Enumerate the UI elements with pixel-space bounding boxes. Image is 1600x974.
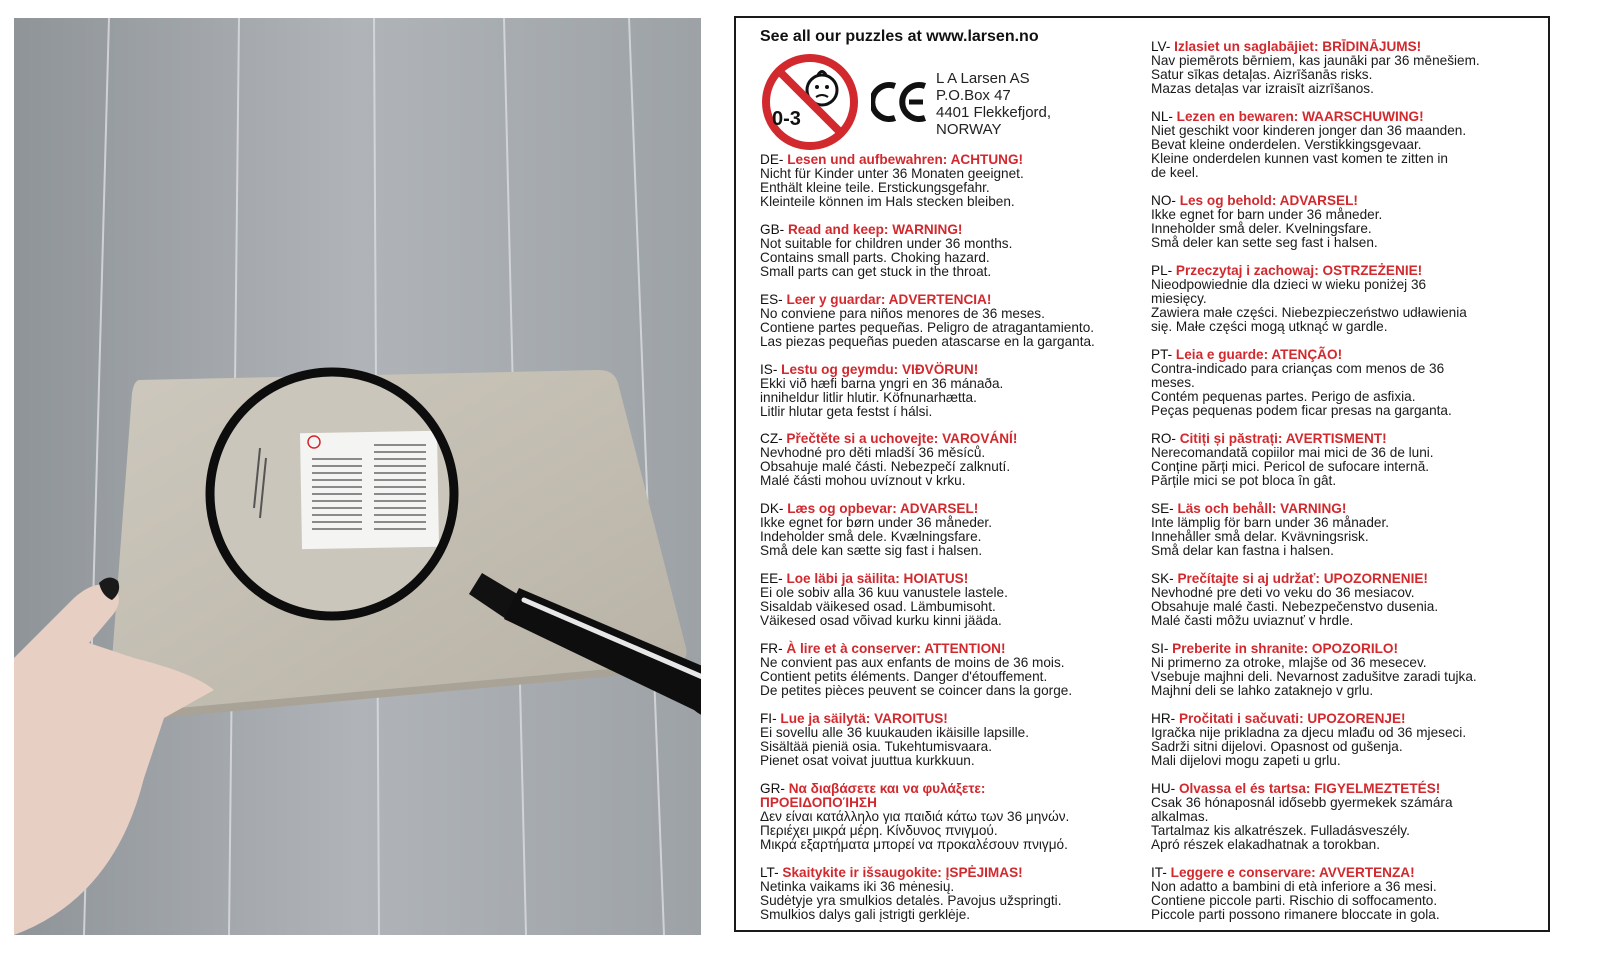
website-header: See all our puzzles at www.larsen.no: [760, 28, 1039, 45]
warning-heading: [760, 153, 1155, 167]
warning-block-it: [1151, 866, 1543, 922]
language-code: ES-: [760, 292, 783, 307]
language-code: GB-: [760, 222, 785, 237]
warning-line: Nav piemērots bērniem, kas jaunāki par 36 mēnešiem.: [1151, 53, 1480, 68]
ce-mark-icon: [871, 80, 931, 124]
warning-block-nl: [1151, 110, 1543, 180]
warning-line: Small parts can get stuck in the throat.: [760, 264, 992, 279]
warning-line: Ne convient pas aux enfants de moins de 36 mois.: [760, 655, 1065, 670]
warning-line: Ni primerno za otroke, mlajše od 36 mesecev.: [1151, 655, 1427, 670]
warning-line: Zawiera małe części. Niebezpieczeństwo udławienia: [1151, 305, 1467, 320]
warning-line: Små delar kan fastna i halsen.: [1151, 543, 1334, 558]
language-code: SI-: [1151, 641, 1169, 656]
warning-block-gr: [760, 782, 1155, 852]
warning-heading: [760, 782, 1155, 796]
warning-block-hr: [1151, 712, 1543, 768]
warning-block-de: [760, 153, 1155, 209]
warning-title: Olvassa el és tartsa: FIGYELMEZTETÉS!: [1175, 781, 1441, 796]
language-code: NL-: [1151, 109, 1173, 124]
language-code: IT-: [1151, 865, 1167, 880]
warning-title: Lezen en bewaren: WAARSCHUWING!: [1172, 109, 1424, 124]
manufacturer-address: [936, 70, 1051, 138]
warning-heading: [1151, 264, 1543, 278]
warning-heading: [1151, 40, 1543, 54]
address-line: P.O.Box 47: [936, 87, 1011, 104]
warning-line: Piccole parti possono rimanere bloccate in gola.: [1151, 907, 1440, 922]
warning-line: Las piezas pequeñas pueden atascarse en la garganta.: [760, 334, 1095, 349]
warning-line: Kleinteile können im Hals stecken bleiben.: [760, 194, 1015, 209]
warning-title: Loe läbi ja säilita: HOIATUS!: [782, 571, 969, 586]
warning-line: Obsahuje malé části. Nebezpečí zalknutí.: [760, 459, 1011, 474]
warning-title: Citiți și păstrați: AVERTISMENT!: [1175, 431, 1387, 446]
warning-line: Vsebuje majhni deli. Nevarnost zadušitve zaradi tujka.: [1151, 669, 1477, 684]
warning-line: Indeholder små dele. Kvælningsfare.: [760, 529, 982, 544]
warning-line: Inneholder små deler. Kvelningsfare.: [1151, 221, 1372, 236]
warning-line: Mali dijelovi mogu zapeti u grlu.: [1151, 753, 1341, 768]
warning-heading: [1151, 782, 1543, 796]
warning-line: miesięcy.: [1151, 291, 1207, 306]
language-code: SK-: [1151, 571, 1174, 586]
language-code: LT-: [760, 865, 779, 880]
warning-line: Peças pequenas podem ficar presas na garganta.: [1151, 403, 1452, 418]
warning-line: Contiene partes pequeñas. Peligro de atragantamiento.: [760, 320, 1095, 335]
warning-line: Ikke egnet for barn under 36 måneder.: [1151, 207, 1383, 222]
warning-title: Read and keep: WARNING!: [784, 222, 963, 237]
product-photo: [14, 18, 701, 935]
warning-title: À lire et à conserver: ATTENTION!: [782, 641, 1006, 656]
warning-heading: [1151, 866, 1543, 880]
warning-line: meses.: [1151, 375, 1195, 390]
language-code: EE-: [760, 571, 783, 586]
warning-block-ro: [1151, 432, 1543, 488]
warning-line: Ekki við hæfi barna yngri en 36 mánaða.: [760, 376, 1004, 391]
warning-title: Leggere e conservare: AVVERTENZA!: [1166, 865, 1415, 880]
age-label: 0-3: [772, 108, 801, 130]
warning-title: Izlasiet un saglabājiet: BRĪDINĀJUMS!: [1170, 39, 1422, 54]
warning-line: Pienet osat voivat juuttua kurkkuun.: [760, 753, 975, 768]
warning-title: Preberite in shranite: OPOZORILO!: [1168, 641, 1398, 656]
warning-line: Väikesed osad võivad kurku kinni jääda.: [760, 613, 1002, 628]
warning-line: No conviene para niños menores de 36 meses.: [760, 306, 1045, 321]
warning-block-lt: [760, 866, 1155, 922]
warning-heading: [760, 572, 1155, 586]
warning-block-dk: [760, 502, 1155, 558]
warning-heading: [1151, 194, 1543, 208]
warning-heading: [1151, 348, 1543, 362]
warning-line: Tartalmaz kis alkatrészek. Fulladásveszély.: [1151, 823, 1410, 838]
language-code: IS-: [760, 362, 778, 377]
warning-block-lv: [1151, 40, 1543, 96]
language-code: FR-: [760, 641, 783, 656]
warning-line: się. Małe części mogą utknąć w gardle.: [1151, 319, 1388, 334]
warning-line: Igračka nije prikladna za djecu mlađu od 36 mjeseci.: [1151, 725, 1467, 740]
warning-title: Skaitykite ir išsaugokite: ĮSPĖJIMAS!: [778, 865, 1023, 880]
language-code: LV-: [1151, 39, 1171, 54]
warning-line: Malé části mohou uvíznout v krku.: [760, 473, 966, 488]
warning-line: Conține părți mici. Pericol de sufocare internă.: [1151, 459, 1430, 474]
warning-line: Ei ole sobiv alla 36 kuu vanustele lastele.: [760, 585, 1008, 600]
warning-line: Părțile mici se pot bloca în gât.: [1151, 473, 1337, 488]
warning-line: Nicht für Kinder unter 36 Monaten geeignet.: [760, 166, 1024, 181]
warning-line: Små deler kan sette seg fast i halsen.: [1151, 235, 1378, 250]
warning-line: Kleine onderdelen kunnen vast komen te zitten in: [1151, 151, 1448, 166]
language-code: HR-: [1151, 711, 1176, 726]
warning-line: alkalmas.: [1151, 809, 1209, 824]
warning-block-pl: [1151, 264, 1543, 334]
warning-title: Να διαβάσετε και να φυλάξετε:: [784, 781, 986, 796]
warning-line: Enthält kleine teile. Erstickungsgefahr.: [760, 180, 990, 195]
warning-block-hu: [1151, 782, 1543, 852]
warning-line: Inte lämplig för barn under 36 månader.: [1151, 515, 1390, 530]
warning-line: Nieodpowiednie dla dzieci w wieku poniżej 36: [1151, 277, 1427, 292]
address-line: L A Larsen AS: [936, 70, 1030, 87]
warning-line: Δεν είναι κατάλληλο για παιδιά κάτω των 36 μηνών.: [760, 809, 1070, 824]
warning-block-is: [760, 363, 1155, 419]
warning-block-fr: [760, 642, 1155, 698]
warning-block-no: [1151, 194, 1543, 250]
warning-block-gb: [760, 223, 1155, 279]
warning-line: Sadrži sitni dijelovi. Opasnost od gušenja.: [1151, 739, 1403, 754]
warning-heading: [760, 712, 1155, 726]
warning-line: Sudėtyje yra smulkios detalės. Pavojus užspringti.: [760, 893, 1062, 908]
warning-line: Smulkios dalys gali įstrigti gerklėje.: [760, 907, 971, 922]
not-suitable-under-3-icon: [760, 52, 860, 152]
warning-title: Les og behold: ADVARSEL!: [1175, 193, 1358, 208]
warning-line: Niet geschikt voor kinderen jonger dan 36 maanden.: [1151, 123, 1467, 138]
warning-line: Innehåller små delar. Kvävningsrisk.: [1151, 529, 1369, 544]
warning-line: Ei sovellu alle 36 kuukauden ikäisille lapsille.: [760, 725, 1030, 740]
warning-heading: [760, 866, 1155, 880]
warning-block-se: [1151, 502, 1543, 558]
warning-line: Non adatto a bambini di età inferiore a 36 mesi.: [1151, 879, 1437, 894]
address-line: NORWAY: [936, 121, 1002, 138]
warning-title: Přečtěte si a uchovejte: VAROVÁNÍ!: [782, 431, 1018, 446]
warning-line: Περιέχει μικρά μέρη. Κίνδυνος πνιγμού.: [760, 823, 998, 838]
warning-title: Przeczytaj i zachowaj: OSTRZEŻENIE!: [1172, 263, 1423, 278]
warning-line: Litlir hlutar geta festst í hálsi.: [760, 404, 933, 419]
language-code: DE-: [760, 152, 784, 167]
warning-block-es: [760, 293, 1155, 349]
warning-block-ee: [760, 572, 1155, 628]
warning-title: Pročitati i sačuvati: UPOZORENJE!: [1175, 711, 1406, 726]
warning-title: Leia e guarde: ATENÇÃO!: [1172, 347, 1343, 362]
safety-label-panel: [734, 16, 1550, 932]
warning-heading: [760, 432, 1155, 446]
warning-heading: [760, 642, 1155, 656]
warning-line: Μικρά εξαρτήματα μπορεί να προκαλέσουν πνιγμό.: [760, 837, 1068, 852]
warning-line: Bevat kleine onderdelen. Verstikkingsgevaar.: [1151, 137, 1422, 152]
warning-line: Obsahuje malé časti. Nebezpečenstvo dusenia.: [1151, 599, 1439, 614]
warning-line: Små dele kan sætte sig fast i halsen.: [760, 543, 983, 558]
warning-line: Not suitable for children under 36 months.: [760, 236, 1013, 251]
warning-heading: [1151, 712, 1543, 726]
warning-line: De petites pièces peuvent se coincer dans la gorge.: [760, 683, 1073, 698]
warning-title-continued: ΠΡΟΕΙΔΟΠΟΊΗΣΗ: [760, 795, 877, 810]
warning-line: Sisältää pieniä osia. Tukehtumisvaara.: [760, 739, 992, 754]
warning-title: Læs og opbevar: ADVARSEL!: [783, 501, 979, 516]
warning-line: Contient petits éléments. Danger d'étouffement.: [760, 669, 1048, 684]
warning-heading: [760, 502, 1155, 516]
warning-title: Prečítajte si aj udržať: UPOZORNENIE!: [1173, 571, 1428, 586]
language-code: SE-: [1151, 501, 1174, 516]
warning-line: Sisaldab väikesed osad. Lämbumisoht.: [760, 599, 996, 614]
warning-line: Contra-indicado para crianças com menos de 36: [1151, 361, 1445, 376]
warning-line: Ikke egnet for børn under 36 måneder.: [760, 515, 992, 530]
warning-heading: [760, 223, 1155, 237]
warning-line: Nevhodné pre deti vo veku do 36 mesiacov.: [1151, 585, 1415, 600]
warning-title: Leer y guardar: ADVERTENCIA!: [782, 292, 992, 307]
language-code: CZ-: [760, 431, 783, 446]
warning-line: Csak 36 hónaposnál idősebb gyermekek számára: [1151, 795, 1453, 810]
warning-title: Läs och behåll: VARNING!: [1173, 501, 1347, 516]
warning-line: Nerecomandată copiilor mai mici de 36 de luni.: [1151, 445, 1434, 460]
warning-title: Lestu og geymdu: VIÐVÖRUN!: [777, 362, 979, 377]
warning-heading: [1151, 110, 1543, 124]
warning-line: Mazas detaļas var izraisīt aizrīšanos.: [1151, 81, 1374, 96]
warning-heading: [1151, 432, 1543, 446]
warning-block-sk: [1151, 572, 1543, 628]
language-code: GR-: [760, 781, 785, 796]
warning-line: inniheldur litlir hlutir. Köfnunarhætta.: [760, 390, 977, 405]
warning-heading: [1151, 642, 1543, 656]
warning-heading: [1151, 572, 1543, 586]
warning-block-pt: [1151, 348, 1543, 418]
warning-title: Lue ja säilytä: VAROITUS!: [776, 711, 948, 726]
warning-line: Majhni deli se lahko zataknejo v grlu.: [1151, 683, 1374, 698]
language-code: PT-: [1151, 347, 1173, 362]
language-code: FI-: [760, 711, 777, 726]
warning-heading: [760, 293, 1155, 307]
warning-block-si: [1151, 642, 1543, 698]
language-code: RO-: [1151, 431, 1176, 446]
warning-block-cz: [760, 432, 1155, 488]
language-code: NO-: [1151, 193, 1176, 208]
warning-line: Malé časti môžu uviaznuť v hrdle.: [1151, 613, 1354, 628]
warning-line: Contém pequenas partes. Perigo de asfixia.: [1151, 389, 1416, 404]
warning-line: Contiene piccole parti. Rischio di soffocamento.: [1151, 893, 1438, 908]
warning-heading: [1151, 502, 1543, 516]
language-code: PL-: [1151, 263, 1173, 278]
warning-title: Lesen und aufbewahren: ACHTUNG!: [783, 152, 1024, 167]
warning-line: Contains small parts. Choking hazard.: [760, 250, 990, 265]
language-code: DK-: [760, 501, 784, 516]
address-line: 4401 Flekkefjord,: [936, 104, 1052, 121]
warning-line: Nevhodné pro děti mladší 36 měsíců.: [760, 445, 986, 460]
warning-heading: [760, 363, 1155, 377]
language-code: HU-: [1151, 781, 1176, 796]
warning-line: Satur sīkas detaļas. Aizrīšanās risks.: [1151, 67, 1373, 82]
warning-line: Apró részek elakadhatnak a torokban.: [1151, 837, 1380, 852]
warning-block-fi: [760, 712, 1155, 768]
warning-line: de keel.: [1151, 165, 1199, 180]
warning-line: Netinka vaikams iki 36 mėnesių.: [760, 879, 955, 894]
